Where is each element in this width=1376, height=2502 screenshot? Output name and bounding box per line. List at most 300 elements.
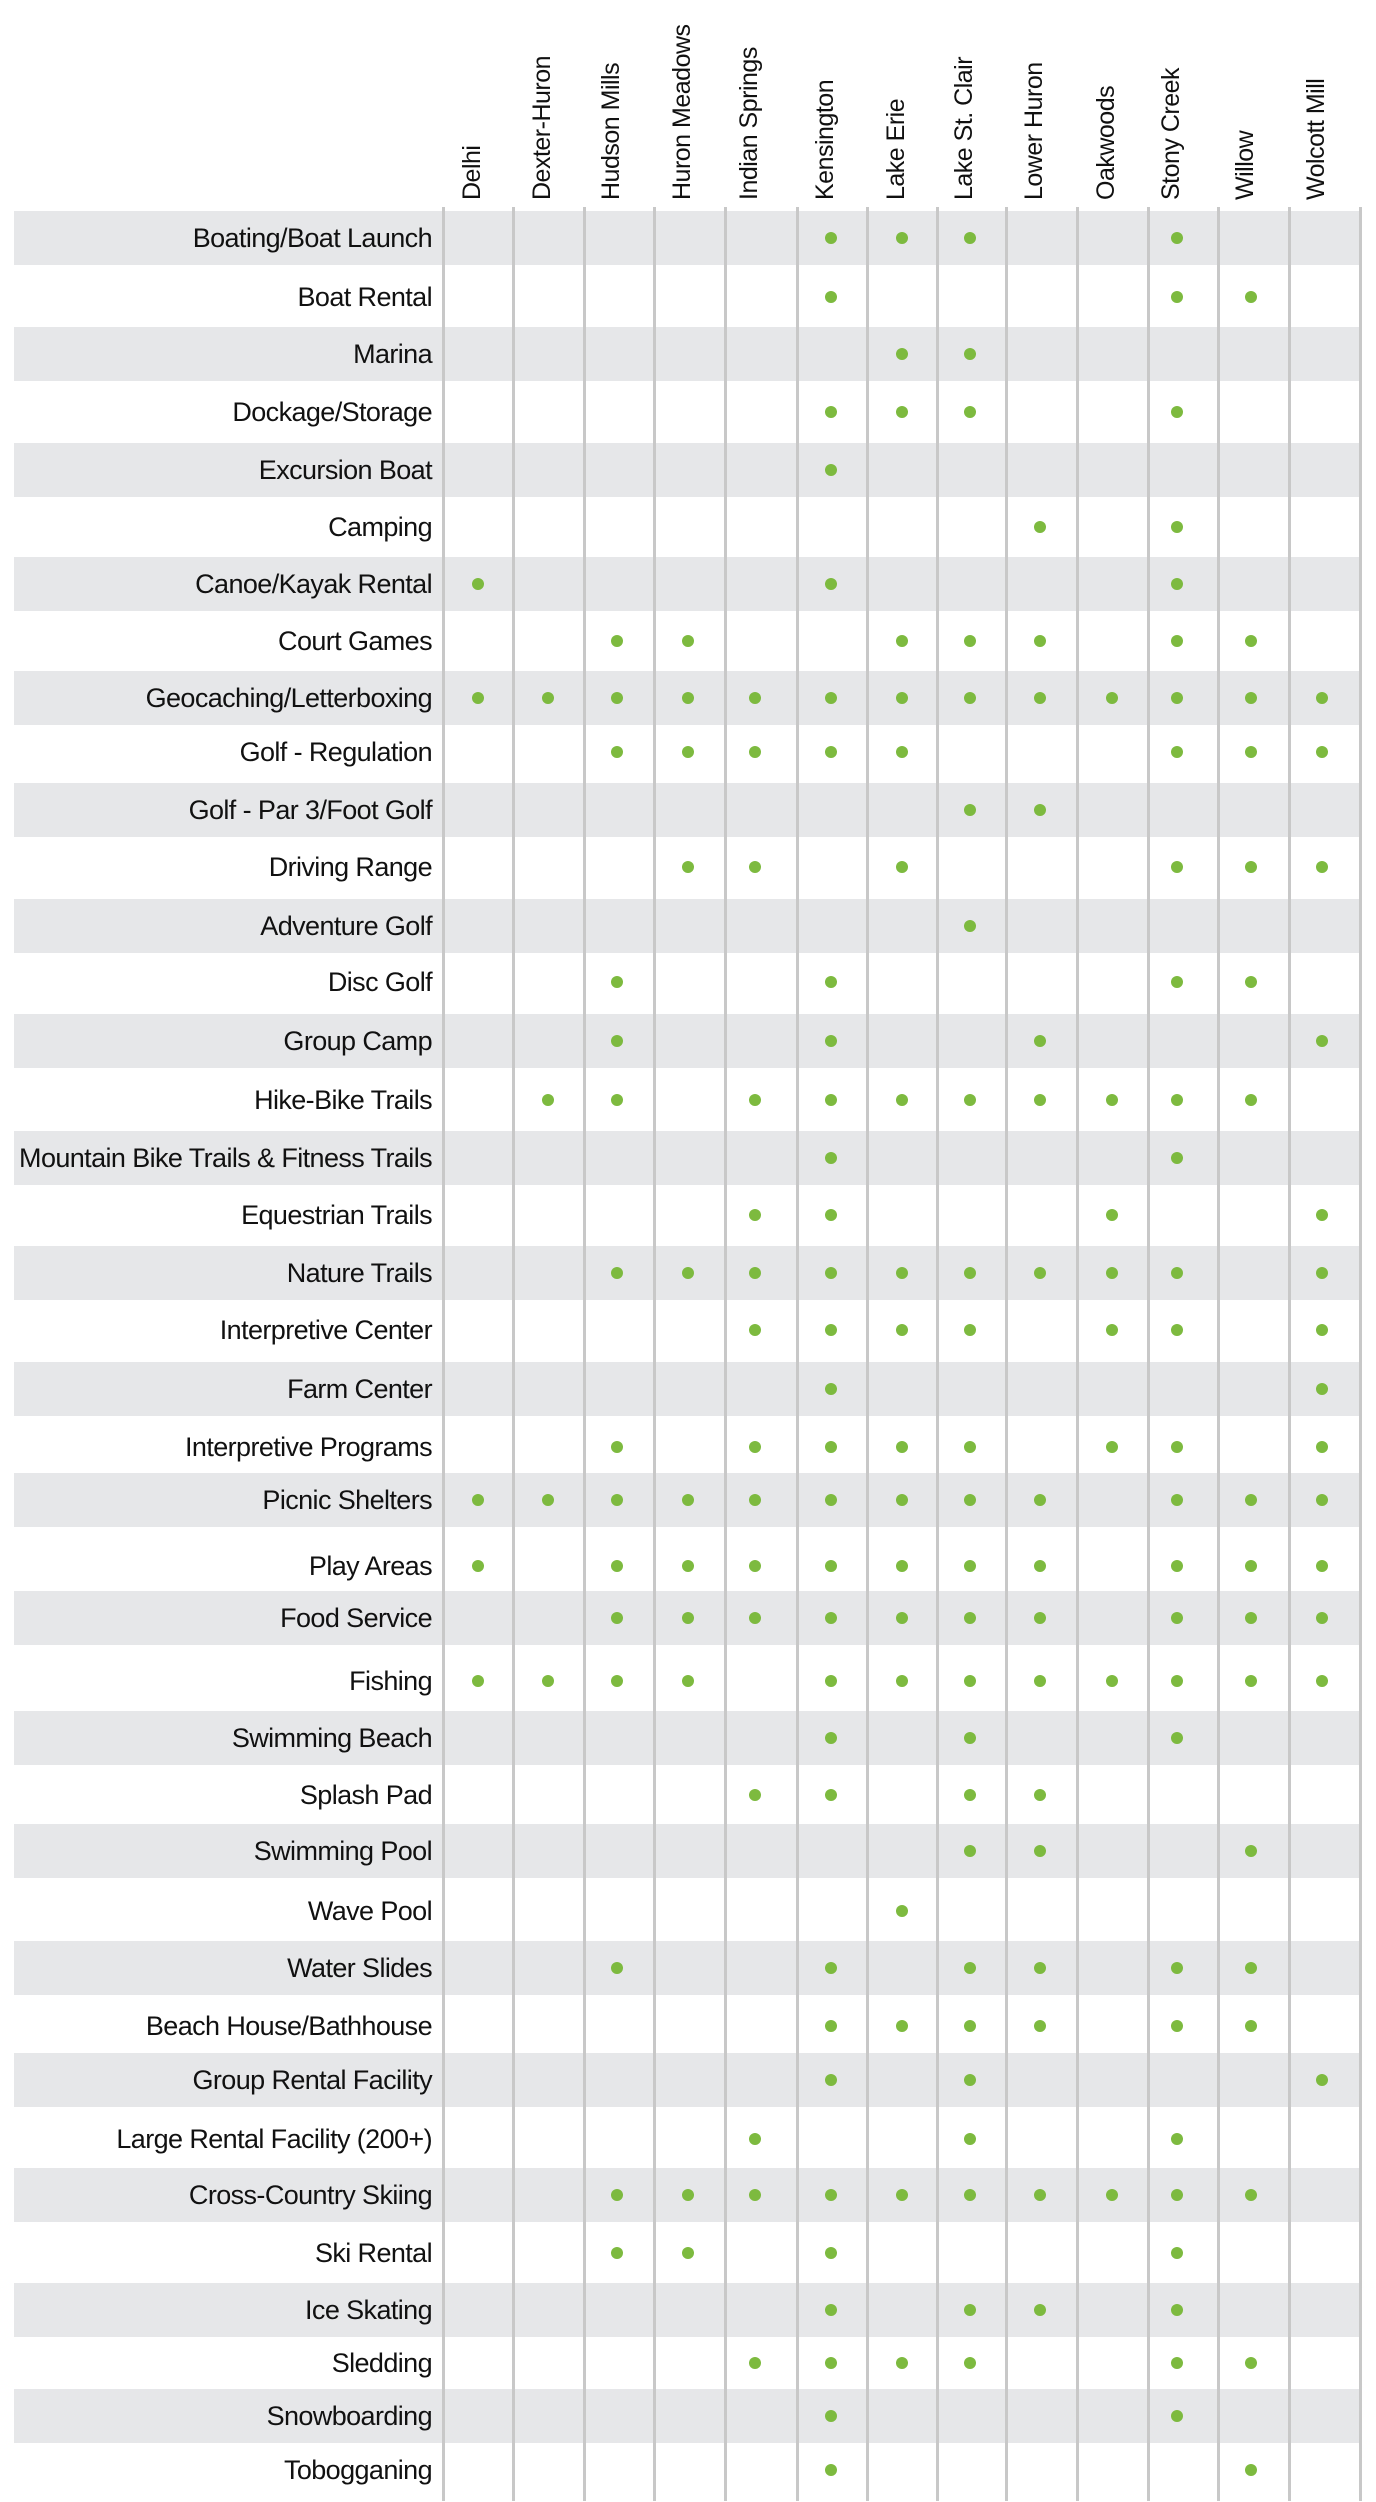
availability-dot bbox=[1245, 1675, 1257, 1687]
availability-dot bbox=[896, 1094, 908, 1106]
availability-dot bbox=[964, 1675, 976, 1687]
table-row bbox=[14, 1362, 1362, 1416]
column-header bbox=[443, 0, 513, 200]
availability-dot bbox=[896, 2189, 908, 2201]
availability-dot bbox=[1171, 1612, 1183, 1624]
availability-dot bbox=[1106, 1267, 1118, 1279]
availability-dot bbox=[1245, 1494, 1257, 1506]
availability-dot bbox=[1106, 2189, 1118, 2201]
row-label: Sledding bbox=[331, 2347, 432, 2378]
table-row bbox=[14, 557, 1362, 611]
availability-dot bbox=[611, 1612, 623, 1624]
availability-dot bbox=[825, 2020, 837, 2032]
table-row bbox=[14, 1999, 1362, 2053]
availability-dot bbox=[611, 1441, 623, 1453]
column-header-label: Indian Springs bbox=[735, 47, 763, 200]
availability-dot bbox=[896, 1441, 908, 1453]
availability-dot bbox=[1245, 692, 1257, 704]
availability-dot bbox=[1171, 2357, 1183, 2369]
row-label: Picnic Shelters bbox=[262, 1484, 432, 1515]
table-row bbox=[14, 1073, 1362, 1127]
availability-dot bbox=[964, 232, 976, 244]
column-header bbox=[513, 0, 583, 200]
availability-dot bbox=[749, 1094, 761, 1106]
availability-dot bbox=[1034, 1675, 1046, 1687]
availability-dot bbox=[1316, 1209, 1328, 1221]
availability-dot bbox=[542, 1675, 554, 1687]
availability-dot bbox=[825, 578, 837, 590]
column-header-label: Huron Meadows bbox=[668, 24, 696, 200]
availability-dot bbox=[825, 1612, 837, 1624]
availability-dot bbox=[964, 1094, 976, 1106]
availability-dot bbox=[825, 1094, 837, 1106]
row-label: Swimming Pool bbox=[253, 1835, 432, 1866]
table-row bbox=[14, 443, 1362, 497]
table-row bbox=[14, 955, 1362, 1009]
availability-dot bbox=[682, 635, 694, 647]
availability-dot bbox=[825, 1152, 837, 1164]
availability-dot bbox=[1171, 1675, 1183, 1687]
availability-dot bbox=[611, 1560, 623, 1572]
availability-dot bbox=[1171, 291, 1183, 303]
availability-dot bbox=[1171, 2189, 1183, 2201]
table-row bbox=[14, 385, 1362, 439]
row-label: Swimming Beach bbox=[231, 1722, 432, 1753]
row-label: Water Slides bbox=[287, 1952, 432, 1983]
column-header bbox=[1077, 0, 1147, 200]
row-label: Fishing bbox=[349, 1665, 432, 1696]
availability-dot bbox=[964, 1560, 976, 1572]
column-divider bbox=[936, 207, 939, 2501]
availability-dot bbox=[472, 1675, 484, 1687]
availability-dot bbox=[896, 1675, 908, 1687]
availability-dot bbox=[825, 1441, 837, 1453]
availability-dot bbox=[896, 406, 908, 418]
availability-dot bbox=[682, 861, 694, 873]
availability-dot bbox=[1245, 2189, 1257, 2201]
availability-dot bbox=[825, 2464, 837, 2476]
availability-dot bbox=[964, 1324, 976, 1336]
availability-dot bbox=[1245, 1845, 1257, 1857]
availability-dot bbox=[825, 2189, 837, 2201]
availability-dot bbox=[825, 692, 837, 704]
column-header bbox=[935, 0, 1005, 200]
column-header bbox=[653, 0, 723, 200]
availability-dot bbox=[611, 635, 623, 647]
table-row bbox=[14, 270, 1362, 324]
availability-dot bbox=[611, 1675, 623, 1687]
row-label: Beach House/Bathhouse bbox=[145, 2010, 432, 2041]
availability-dot bbox=[749, 1324, 761, 1336]
availability-dot bbox=[749, 861, 761, 873]
column-divider bbox=[1076, 207, 1079, 2501]
column-header-label: Oakwoods bbox=[1092, 85, 1120, 200]
column-header bbox=[720, 0, 790, 200]
availability-dot bbox=[1171, 976, 1183, 988]
availability-dot bbox=[682, 2189, 694, 2201]
availability-dot bbox=[825, 976, 837, 988]
column-divider bbox=[442, 207, 445, 2501]
availability-dot bbox=[964, 1789, 976, 1801]
availability-dot bbox=[1171, 1441, 1183, 1453]
availability-dot bbox=[1034, 635, 1046, 647]
availability-dot bbox=[964, 692, 976, 704]
availability-dot bbox=[472, 1560, 484, 1572]
availability-dot bbox=[682, 2247, 694, 2259]
table-row bbox=[14, 327, 1362, 381]
table-row bbox=[14, 783, 1362, 837]
availability-dot bbox=[611, 976, 623, 988]
availability-dot bbox=[1316, 1267, 1328, 1279]
availability-dot bbox=[1316, 1612, 1328, 1624]
table-row bbox=[14, 1303, 1362, 1357]
availability-dot bbox=[825, 1383, 837, 1395]
row-label: Farm Center bbox=[287, 1373, 432, 1404]
table-row bbox=[14, 2053, 1362, 2107]
availability-dot bbox=[611, 2247, 623, 2259]
availability-dot bbox=[472, 1494, 484, 1506]
availability-dot bbox=[1106, 1209, 1118, 1221]
availability-dot bbox=[1034, 1789, 1046, 1801]
column-header-label: Willow bbox=[1231, 130, 1259, 200]
availability-dot bbox=[1171, 232, 1183, 244]
column-header bbox=[582, 0, 652, 200]
availability-dot bbox=[1034, 2189, 1046, 2201]
row-label: Court Games bbox=[278, 625, 432, 656]
row-label: Interpretive Center bbox=[219, 1314, 432, 1345]
availability-dot bbox=[1245, 746, 1257, 758]
availability-dot bbox=[1316, 692, 1328, 704]
row-label: Camping bbox=[328, 511, 432, 542]
column-divider bbox=[724, 207, 727, 2501]
column-header bbox=[796, 0, 866, 200]
availability-dot bbox=[1171, 1494, 1183, 1506]
column-header-label: Lake St. Clair bbox=[950, 56, 978, 200]
availability-dot bbox=[1171, 2133, 1183, 2145]
column-divider bbox=[1288, 207, 1291, 2501]
row-label: Nature Trails bbox=[286, 1257, 432, 1288]
availability-dot bbox=[1171, 2304, 1183, 2316]
availability-dot bbox=[964, 804, 976, 816]
table-row bbox=[14, 2389, 1362, 2443]
availability-dot bbox=[825, 2074, 837, 2086]
availability-dot bbox=[1034, 521, 1046, 533]
availability-dot bbox=[896, 2357, 908, 2369]
availability-dot bbox=[611, 1267, 623, 1279]
column-header-label: Hudson Mills bbox=[597, 62, 625, 200]
availability-dot bbox=[611, 2189, 623, 2201]
availability-dot bbox=[542, 1094, 554, 1106]
column-header bbox=[1287, 0, 1357, 200]
availability-dot bbox=[749, 1441, 761, 1453]
availability-dot bbox=[825, 1560, 837, 1572]
availability-dot bbox=[964, 2074, 976, 2086]
table-row bbox=[14, 1188, 1362, 1242]
availability-dot bbox=[1034, 1094, 1046, 1106]
row-label: Equestrian Trails bbox=[241, 1199, 432, 1230]
column-divider bbox=[1359, 207, 1362, 2501]
availability-dot bbox=[896, 1905, 908, 1917]
availability-dot bbox=[1171, 1267, 1183, 1279]
table-row bbox=[14, 1941, 1362, 1995]
availability-dot bbox=[682, 1267, 694, 1279]
row-label: Excursion Boat bbox=[258, 454, 432, 485]
availability-dot bbox=[964, 2189, 976, 2201]
table-row bbox=[14, 2336, 1362, 2390]
row-label: Play Areas bbox=[308, 1550, 432, 1581]
availability-dot bbox=[682, 1612, 694, 1624]
availability-dot bbox=[682, 1560, 694, 1572]
availability-dot bbox=[964, 920, 976, 932]
availability-dot bbox=[472, 692, 484, 704]
column-divider bbox=[1005, 207, 1008, 2501]
availability-dot bbox=[1245, 2357, 1257, 2369]
availability-dot bbox=[1034, 2020, 1046, 2032]
availability-dot bbox=[825, 232, 837, 244]
availability-dot bbox=[749, 1267, 761, 1279]
availability-dot bbox=[611, 746, 623, 758]
availability-dot bbox=[825, 1675, 837, 1687]
availability-dot bbox=[1316, 1494, 1328, 1506]
row-label: Golf - Regulation bbox=[239, 736, 432, 767]
availability-dot bbox=[825, 746, 837, 758]
table-row bbox=[14, 1824, 1362, 1878]
row-label: Canoe/Kayak Rental bbox=[195, 568, 432, 599]
row-label: Hike-Bike Trails bbox=[254, 1084, 432, 1115]
column-header bbox=[867, 0, 937, 200]
availability-dot bbox=[472, 578, 484, 590]
availability-dot bbox=[749, 1560, 761, 1572]
availability-dot bbox=[964, 1845, 976, 1857]
row-label: Splash Pad bbox=[299, 1779, 432, 1810]
table-row bbox=[14, 899, 1362, 953]
availability-dot bbox=[1316, 2074, 1328, 2086]
availability-dot bbox=[825, 2357, 837, 2369]
availability-dot bbox=[964, 1962, 976, 1974]
availability-dot bbox=[1171, 2020, 1183, 2032]
column-header-label: Kensington bbox=[811, 79, 839, 200]
availability-dot bbox=[825, 1035, 837, 1047]
availability-dot bbox=[1245, 1094, 1257, 1106]
availability-dot bbox=[825, 464, 837, 476]
availability-dot bbox=[964, 1441, 976, 1453]
availability-dot bbox=[1034, 1612, 1046, 1624]
column-header bbox=[1142, 0, 1212, 200]
column-divider bbox=[653, 207, 656, 2501]
availability-dot bbox=[825, 1209, 837, 1221]
availability-dot bbox=[749, 2189, 761, 2201]
availability-dot bbox=[896, 1324, 908, 1336]
availability-dot bbox=[682, 692, 694, 704]
availability-dot bbox=[896, 692, 908, 704]
availability-dot bbox=[1245, 1962, 1257, 1974]
column-header-label: Delhi bbox=[458, 145, 486, 200]
row-label: Cross-Country Skiing bbox=[188, 2179, 432, 2210]
availability-dot bbox=[1245, 861, 1257, 873]
availability-dot bbox=[1245, 976, 1257, 988]
availability-dot bbox=[825, 291, 837, 303]
availability-dot bbox=[896, 861, 908, 873]
availability-dot bbox=[611, 1962, 623, 1974]
availability-dot bbox=[1034, 1494, 1046, 1506]
row-label: Large Rental Facility (200+) bbox=[116, 2123, 432, 2154]
row-label: Wave Pool bbox=[307, 1895, 432, 1926]
table-row bbox=[14, 2112, 1362, 2166]
availability-dot bbox=[896, 746, 908, 758]
column-divider bbox=[1147, 207, 1150, 2501]
table-row bbox=[14, 2283, 1362, 2337]
availability-dot bbox=[964, 2020, 976, 2032]
availability-dot bbox=[1316, 1035, 1328, 1047]
availability-dot bbox=[1171, 521, 1183, 533]
availability-dot bbox=[825, 1732, 837, 1744]
table-row bbox=[14, 1711, 1362, 1765]
availability-dot bbox=[1171, 1732, 1183, 1744]
column-divider bbox=[796, 207, 799, 2501]
column-header-label: Wolcott Mill bbox=[1302, 78, 1330, 200]
availability-dot bbox=[1171, 635, 1183, 647]
availability-dot bbox=[896, 635, 908, 647]
column-header-label: Lake Erie bbox=[882, 98, 910, 200]
availability-dot bbox=[964, 1612, 976, 1624]
availability-dot bbox=[1171, 1962, 1183, 1974]
availability-dot bbox=[964, 406, 976, 418]
availability-dot bbox=[1171, 692, 1183, 704]
availability-dot bbox=[896, 1494, 908, 1506]
table-row bbox=[14, 1768, 1362, 1822]
table-row bbox=[14, 1884, 1362, 1938]
table-row bbox=[14, 1131, 1362, 1185]
availability-dot bbox=[896, 1560, 908, 1572]
row-label: Mountain Bike Trails & Fitness Trails bbox=[19, 1142, 432, 1173]
availability-dot bbox=[682, 1675, 694, 1687]
row-label: Geocaching/Letterboxing bbox=[145, 682, 432, 713]
availability-dot bbox=[896, 2020, 908, 2032]
availability-dot bbox=[1106, 1675, 1118, 1687]
availability-dot bbox=[1034, 692, 1046, 704]
availability-dot bbox=[1034, 1845, 1046, 1857]
availability-dot bbox=[1034, 1035, 1046, 1047]
availability-dot bbox=[1171, 2410, 1183, 2422]
row-label: Group Rental Facility bbox=[192, 2064, 432, 2095]
availability-dot bbox=[611, 692, 623, 704]
availability-dot bbox=[964, 1267, 976, 1279]
row-label: Boat Rental bbox=[297, 281, 432, 312]
column-header bbox=[1005, 0, 1075, 200]
row-label: Interpretive Programs bbox=[185, 1431, 432, 1462]
availability-dot bbox=[964, 1732, 976, 1744]
availability-dot bbox=[1316, 746, 1328, 758]
availability-dot bbox=[1171, 861, 1183, 873]
availability-dot bbox=[1034, 1560, 1046, 1572]
availability-dot bbox=[825, 1267, 837, 1279]
availability-dot bbox=[682, 1494, 694, 1506]
availability-dot bbox=[964, 2357, 976, 2369]
availability-dot bbox=[1245, 2464, 1257, 2476]
row-label: Adventure Golf bbox=[260, 910, 432, 941]
column-header-label: Stony Creek bbox=[1157, 67, 1185, 200]
row-label: Boating/Boat Launch bbox=[192, 222, 432, 253]
availability-dot bbox=[1316, 1441, 1328, 1453]
availability-dot bbox=[1171, 1152, 1183, 1164]
availability-dot bbox=[611, 1494, 623, 1506]
column-divider bbox=[583, 207, 586, 2501]
column-divider bbox=[1217, 207, 1220, 2501]
availability-dot bbox=[964, 2304, 976, 2316]
column-header-label: Dexter-Huron bbox=[528, 55, 556, 200]
table-row bbox=[14, 2443, 1362, 2497]
availability-dot bbox=[825, 2304, 837, 2316]
availability-dot bbox=[1245, 635, 1257, 647]
availability-dot bbox=[1034, 1962, 1046, 1974]
availability-dot bbox=[1034, 2304, 1046, 2316]
availability-dot bbox=[749, 2133, 761, 2145]
table-row bbox=[14, 500, 1362, 554]
availability-dot bbox=[1316, 1324, 1328, 1336]
availability-dot bbox=[825, 2247, 837, 2259]
availability-dot bbox=[825, 406, 837, 418]
availability-dot bbox=[1106, 1441, 1118, 1453]
availability-dot bbox=[964, 635, 976, 647]
availability-dot bbox=[896, 232, 908, 244]
row-label: Golf - Par 3/Foot Golf bbox=[188, 794, 432, 825]
availability-dot bbox=[1034, 804, 1046, 816]
availability-dot bbox=[1316, 1675, 1328, 1687]
availability-dot bbox=[1171, 2247, 1183, 2259]
availability-dot bbox=[749, 1494, 761, 1506]
availability-dot bbox=[1106, 1094, 1118, 1106]
availability-dot bbox=[1245, 1560, 1257, 1572]
availability-dot bbox=[611, 1094, 623, 1106]
availability-dot bbox=[896, 348, 908, 360]
row-label: Dockage/Storage bbox=[232, 396, 432, 427]
availability-dot bbox=[896, 1612, 908, 1624]
availability-dot bbox=[749, 746, 761, 758]
table-row bbox=[14, 211, 1362, 265]
availability-dot bbox=[1034, 1267, 1046, 1279]
row-label: Disc Golf bbox=[327, 966, 432, 997]
column-divider bbox=[866, 207, 869, 2501]
availability-dot bbox=[1245, 1612, 1257, 1624]
availability-dot bbox=[611, 1035, 623, 1047]
row-label: Marina bbox=[353, 338, 432, 369]
availability-dot bbox=[749, 1789, 761, 1801]
availability-dot bbox=[1245, 291, 1257, 303]
row-label: Group Camp bbox=[283, 1025, 432, 1056]
availability-dot bbox=[749, 1209, 761, 1221]
availability-dot bbox=[1171, 1324, 1183, 1336]
availability-dot bbox=[825, 1962, 837, 1974]
availability-dot bbox=[964, 1494, 976, 1506]
availability-dot bbox=[749, 1612, 761, 1624]
availability-dot bbox=[1316, 861, 1328, 873]
availability-dot bbox=[682, 746, 694, 758]
row-label: Ski Rental bbox=[314, 2237, 432, 2268]
availability-dot bbox=[825, 1789, 837, 1801]
availability-dot bbox=[1171, 1560, 1183, 1572]
availability-dot bbox=[825, 1494, 837, 1506]
row-label: Food Service bbox=[280, 1602, 432, 1633]
availability-dot bbox=[1171, 578, 1183, 590]
availability-dot bbox=[1171, 1094, 1183, 1106]
availability-dot bbox=[1245, 2020, 1257, 2032]
availability-dot bbox=[825, 1324, 837, 1336]
row-label: Ice Skating bbox=[305, 2294, 432, 2325]
availability-dot bbox=[964, 2133, 976, 2145]
availability-dot bbox=[825, 2410, 837, 2422]
availability-dot bbox=[1316, 1560, 1328, 1572]
column-header-label: Lower Huron bbox=[1020, 62, 1048, 200]
